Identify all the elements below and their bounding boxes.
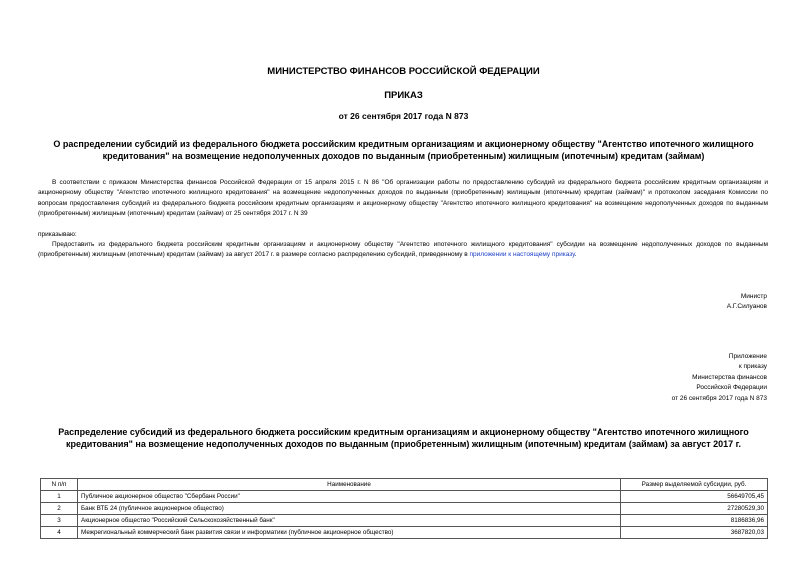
doc-date-number: от 26 сентября 2017 года N 873 [338, 111, 469, 121]
signatory-name: А.Г.Силуанов [726, 303, 767, 311]
row-amount: 8186836,96 [621, 515, 768, 527]
row-amount: 56649705,45 [621, 491, 768, 503]
subsidy-table [40, 478, 768, 539]
row-number: 3 [41, 515, 78, 527]
row-number: 1 [41, 491, 78, 503]
order-paragraph [38, 240, 768, 261]
appendix-link[interactable]: приложении к настоящему приказу [469, 251, 575, 259]
row-name: Публичное акционерное общество "Сбербанк России" [78, 491, 621, 503]
row-number: 4 [41, 527, 78, 539]
row-name: Акционерное общество "Российский Сельскохозяйственный банк" [78, 515, 621, 527]
row-number: 2 [41, 503, 78, 515]
column-header-amount: Размер выделяемой субсидии, руб. [621, 479, 768, 491]
ministry-heading: МИНИСТЕРСТВО ФИНАНСОВ РОССИЙСКОЙ ФЕДЕРАЦИИ [267, 66, 540, 77]
table-row [41, 515, 768, 527]
row-amount: 27280529,30 [621, 503, 768, 515]
appendix-block [672, 352, 767, 404]
order-word: приказываю: [38, 231, 77, 238]
column-header-number: N п/п [41, 479, 78, 491]
table-row [41, 527, 768, 539]
row-amount: 3687820,03 [621, 527, 768, 539]
row-name: Межрегиональный коммерческий банк развития связи и информатики (публичное акционерное общество) [78, 527, 621, 539]
column-header-name: Наименование [78, 479, 621, 491]
order-text: Предоставить из федерального бюджета российским кредитным организациям и акционерному обществу "Агентство ипотечного жилищного кредитования" субсидии на возмещение недополученных доходов по выданным (приобретенным) жилищным (ипотечным) кредитам (займам) за август 2017 г. в размере согласно распределению субсидий, приведенному в [38, 241, 768, 259]
document-title: О распределении субсидий из федерального бюджета российским кредитным организациям и акционерному обществу "Агентство ипотечного жилищного кредитования" на возмещение недополученных доходов по выданным (приобретенным) жилищным (ипотечным) кредитам (займам) [53, 139, 754, 161]
preamble-paragraph: В соответствии с приказом Министерства финансов Российской Федерации от 15 апреля 2015 г. N 86 "Об организации работы по предоставлению субсидий из федерального бюджета российским кредитным организациям и акционерному обществу "Агентство ипотечного жилищного кредитования" на возмещение недополученных доходов по выданным (приобретенным) жилищным (ипотечным) кредитам (займам)" и протоколом заседания Комиссии по вопросам предоставления субсидий из федерального бюджета российским кредитным организациям и акционерному обществу "Агентство ипотечного жилищного кредитования" на возмещение недополученных доходов по выданным (приобретенным) жилищным (ипотечным) кредитам (займам) от 25 сентября 2017 г. N 39 [38, 179, 768, 218]
order-text-end: . [574, 251, 577, 259]
appendix-line: Министерства финансов [692, 373, 767, 381]
appendix-line: Российской Федерации [696, 384, 767, 392]
table-row [41, 503, 768, 515]
appendix-line: Приложение [728, 353, 767, 360]
appendix-line: от 26 сентября 2017 года N 873 [671, 394, 767, 402]
row-name: Банк ВТБ 24 (публичное акционерное общество) [78, 503, 621, 515]
appendix-title: Распределение субсидий из федерального бюджета российским кредитным организациям и акционерному обществу "Агентство ипотечного жилищного кредитования" на возмещение недополученных доходов по выданным (приобретенным) жилищным (ипотечным) кредитам (займам) за август 2017 г. [58, 427, 749, 449]
signatory-position: Министр [740, 293, 767, 300]
table-header-row [41, 479, 768, 491]
doc-type-heading: ПРИКАЗ [384, 90, 423, 101]
table-row [41, 491, 768, 503]
signature-block [727, 292, 767, 313]
appendix-line: к приказу [738, 363, 767, 371]
